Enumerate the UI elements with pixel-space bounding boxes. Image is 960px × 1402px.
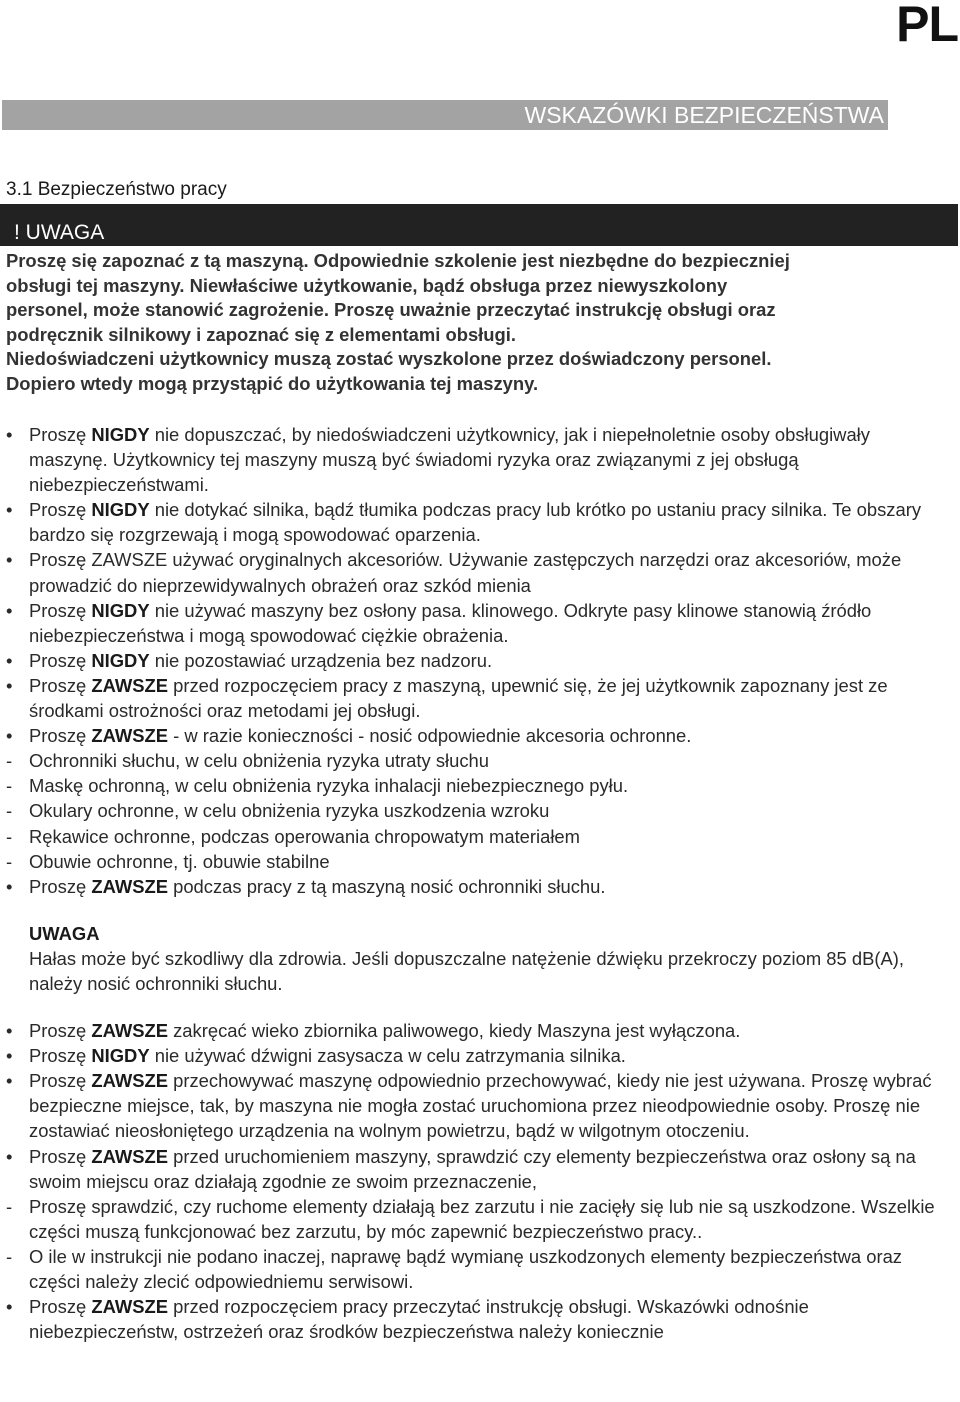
emphasis: ZAWSZE bbox=[91, 875, 168, 897]
emphasis: ZAWSZE bbox=[91, 674, 168, 696]
warning-text bbox=[6, 249, 946, 397]
emphasis: NIGDY bbox=[91, 424, 150, 445]
bullet-marker: • bbox=[6, 1145, 13, 1167]
list-item: • Proszę NIGDY nie używać dźwigni zasysacza w celu zatrzymania silnika. bbox=[6, 1043, 946, 1068]
list-item: - Ochronniki słuchu, w celu obniżenia ryzyka utraty słuchu bbox=[6, 748, 946, 773]
subsection-title: 3.1 Bezpieczeństwo pracy bbox=[6, 179, 227, 200]
warning-line: Dopiero wtedy mogą przystąpić do użytkowania tej maszyny. bbox=[6, 372, 539, 394]
emphasis: ZAWSZE bbox=[91, 1296, 168, 1318]
spacer bbox=[6, 899, 946, 921]
list-item: • Proszę ZAWSZE używać oryginalnych akcesoriów. Używanie zastępczych narzędzi oraz akcesoriów, może prowadzić do nieprzewidywalnych obrażeń oraz szkód mienia bbox=[6, 549, 902, 596]
warning-bar bbox=[0, 204, 958, 246]
list-item: • Proszę ZAWSZE zakręcać wieko zbiornika paliwowego, kiedy Maszyna jest wyłączona. bbox=[6, 1018, 946, 1043]
warning-line: obsługi tej maszyny. Niewłaściwe użytkowanie, bądź obsługa przez niewyszkolony bbox=[6, 274, 728, 296]
section-header-bar bbox=[2, 100, 888, 130]
emphasis: NIGDY bbox=[91, 1045, 150, 1067]
emphasis: ZAWSZE bbox=[91, 1070, 168, 1092]
note-text: Hałas może być szkodliwy dla zdrowia. Jeśli dopuszczalne natężenie dźwięku przekroczy poziom 85 dB(A), należy nosić ochronniki słuchu. bbox=[29, 947, 904, 994]
emphasis: ZAWSZE bbox=[91, 1145, 168, 1167]
list-item: - Rękawice ochronne, podczas operowania chropowatym materiałem bbox=[6, 824, 946, 849]
warning-line: Niedoświadczeni użytkownicy muszą zostać wyszkolone przez doświadczony personel. bbox=[6, 348, 772, 370]
list-item: • Proszę ZAWSZE przed rozpoczęciem pracy przeczytać instrukcję obsługi. Wskazówki odnośnie niebezpieczeństw, ostrzeżeń oraz środków bezpieczeństwa należy koniecznie bbox=[6, 1296, 809, 1343]
dash-marker: - bbox=[6, 850, 13, 872]
warning-line: personel, może stanowić zagrożenie. Proszę uważnie przeczytać instrukcję obsługi oraz bbox=[6, 299, 776, 321]
note-title: UWAGA bbox=[29, 922, 100, 944]
emphasis: ZAWSZE bbox=[91, 725, 168, 747]
bullet-marker: • bbox=[6, 1070, 13, 1092]
bullet-marker: • bbox=[6, 1045, 13, 1067]
list-item: • Proszę ZAWSZE - w razie konieczności - nosić odpowiednie akcesoria ochronne. bbox=[6, 723, 946, 748]
bullet-marker: • bbox=[6, 875, 13, 897]
list-item: • Proszę NIGDY nie dopuszczać, by niedoświadczeni użytkownicy, jak i niepełnoletnie osoby obsługiwały maszynę. Użytkownicy tej maszyny muszą być świadomi ryzyka oraz związanymi z jej obsługą niebezpieczeństwami. bbox=[6, 424, 870, 496]
list-item: - Maskę ochronną, w celu obniżenia ryzyka inhalacji niebezpiecznego pyłu. bbox=[6, 773, 946, 798]
list-item: • Proszę NIGDY nie dotykać silnika, bądź tłumika podczas pracy lub krótko po ustaniu pracy silnika. Te obszary bardzo się rozgrzewają i mogą spowodować oparzenia. bbox=[6, 499, 922, 546]
dash-marker: - bbox=[6, 1195, 13, 1217]
list-item: - O ile w instrukcji nie podano inaczej, naprawę bądź wymianę uszkodzonych elementy bezpieczeństwa oraz części należy zlecić odpowiedniemu serwisowi. bbox=[6, 1245, 902, 1292]
list-item: - Okulary ochronne, w celu obniżenia ryzyka uszkodzenia wzroku bbox=[6, 798, 946, 823]
emphasis: NIGDY bbox=[91, 599, 150, 621]
dash-marker: - bbox=[6, 800, 13, 822]
list-item: • Proszę ZAWSZE przechowywać maszynę odpowiednio przechowywać, kiedy nie jest używana. Proszę wybrać bezpieczne miejsce, tak, by maszyna nie mogła zostać uruchomiona przez nieodpowiednie osoby. Proszę nie zostawiać nieosłoniętego urządzenia na wolnym powietrzu, bądź w wilgotnym otoczeniu. bbox=[6, 1070, 932, 1142]
spacer bbox=[6, 996, 946, 1018]
bullet-marker: • bbox=[6, 674, 13, 696]
bullet-marker: • bbox=[6, 1020, 13, 1042]
warning-line: Proszę się zapoznać z tą maszyną. Odpowiednie szkolenie jest niezbędne do bezpieczniej bbox=[6, 250, 790, 271]
warning-line: podręcznik silnikowy i zapoznać się z elementami obsługi. bbox=[6, 323, 516, 345]
dash-marker: - bbox=[6, 1245, 13, 1267]
list-item: - Obuwie ochronne, tj. obuwie stabilne bbox=[6, 849, 946, 874]
bullet-marker: • bbox=[6, 1296, 13, 1318]
list-item: - Proszę sprawdzić, czy ruchome elementy działają bez zarzutu i nie zacięły się lub nie są uszkodzone. Wszelkie części muszą funkcjonować bez zarzutu, by móc zapewnić bezpieczeństwo pracy.. bbox=[6, 1195, 935, 1242]
list-item: • Proszę ZAWSZE podczas pracy z tą maszyną nosić ochronniki słuchu. bbox=[6, 874, 946, 899]
language-tag: PL bbox=[896, 0, 958, 52]
bullet-marker: • bbox=[6, 599, 13, 621]
section-title: WSKAZÓWKI BEZPIECZEŃSTWA bbox=[524, 102, 884, 128]
dash-marker: - bbox=[6, 775, 13, 797]
bullet-marker: • bbox=[6, 424, 13, 445]
noise-note bbox=[6, 921, 946, 996]
bullet-marker: • bbox=[6, 649, 13, 671]
safety-content bbox=[6, 422, 946, 1344]
list-item: • Proszę ZAWSZE przed rozpoczęciem pracy z maszyną, upewnić się, że jej użytkownik zapoznany jest ze środkami ostrożności oraz metodami jej obsługi. bbox=[6, 674, 888, 722]
emphasis: ZAWSZE bbox=[91, 1020, 168, 1042]
list-item: • Proszę NIGDY nie pozostawiać urządzenia bez nadzoru. bbox=[6, 648, 946, 673]
emphasis: NIGDY bbox=[91, 499, 150, 521]
emphasis: NIGDY bbox=[91, 649, 150, 671]
bullet-marker: • bbox=[6, 499, 13, 521]
dash-marker: - bbox=[6, 750, 13, 772]
bullet-marker: • bbox=[6, 725, 13, 747]
bullet-marker: • bbox=[6, 549, 13, 571]
list-item: • Proszę NIGDY nie używać maszyny bez osłony pasa. klinowego. Odkryte pasy klinowe stanowią źródło niebezpieczeństwa i mogą spowodować ciężkie obrażenia. bbox=[6, 599, 872, 646]
dash-marker: - bbox=[6, 825, 13, 847]
list-item: • Proszę ZAWSZE przed uruchomieniem maszyny, sprawdzić czy elementy bezpieczeństwa oraz osłony są na swoim miejscu oraz działają zgodnie ze swoim przeznaczenie, bbox=[6, 1145, 916, 1192]
warning-label: ! UWAGA bbox=[14, 221, 105, 244]
